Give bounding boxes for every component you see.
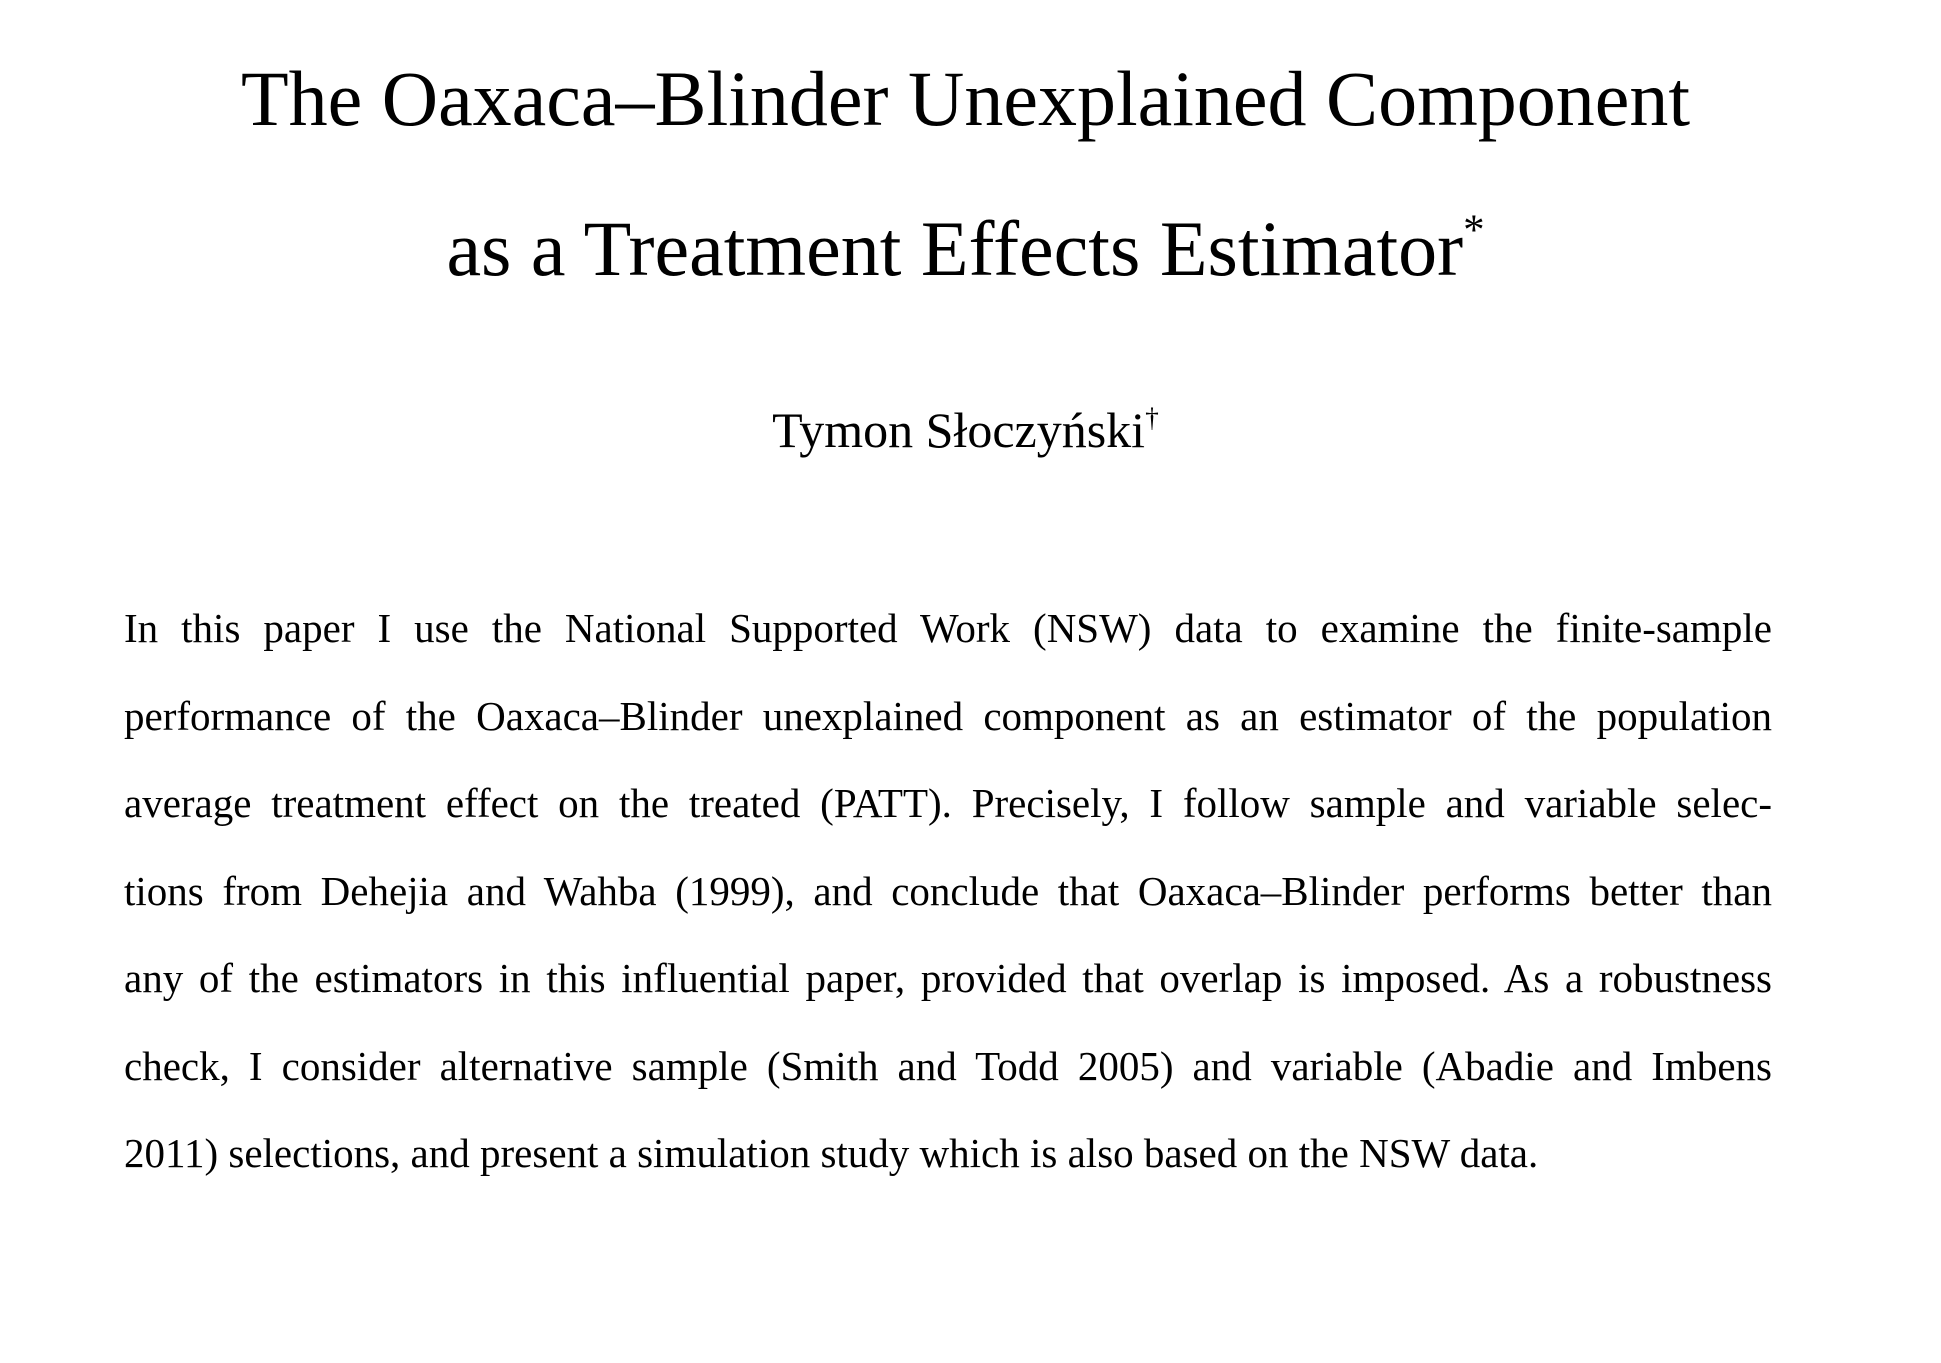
abstract-line: 2011) selections, and present a simulation study which is also based on the NSW data. (124, 1130, 1539, 1176)
abstract-line: average treatment effect on the treated (PATT). Precisely, I follow sample and variable selec- (124, 780, 1772, 826)
title-line-2 (0, 204, 1936, 294)
title-text-1: The Oaxaca–Blinder Unexplained Component (240, 55, 1691, 142)
abstract-line: In this paper I use the National Supported Work (NSW) data to examine the finite-sample (124, 605, 1772, 651)
abstract-line: performance of the Oaxaca–Blinder unexplained component as an estimator of the population (124, 692, 1772, 739)
abstract-line: check, I consider alternative sample (Smith and Todd 2005) and variable (Abadie and Imbens (124, 1042, 1772, 1089)
author-line (0, 400, 1936, 460)
abstract-line: any of the estimators in this influential paper, provided that overlap is imposed. As a robustness (124, 955, 1772, 1001)
abstract (124, 600, 1772, 1213)
title-text-2: as a Treatment Effects Estimator (446, 205, 1464, 292)
author-footnote-mark[interactable]: † (1145, 401, 1159, 433)
abstract-line: tions from Dehejia and Wahba (1999), and conclude that Oaxaca–Blinder performs better than (124, 867, 1772, 914)
author-name: Tymon Słoczyński (772, 402, 1146, 458)
title-footnote-mark[interactable]: * (1463, 206, 1485, 254)
title-line-1 (0, 54, 1936, 144)
